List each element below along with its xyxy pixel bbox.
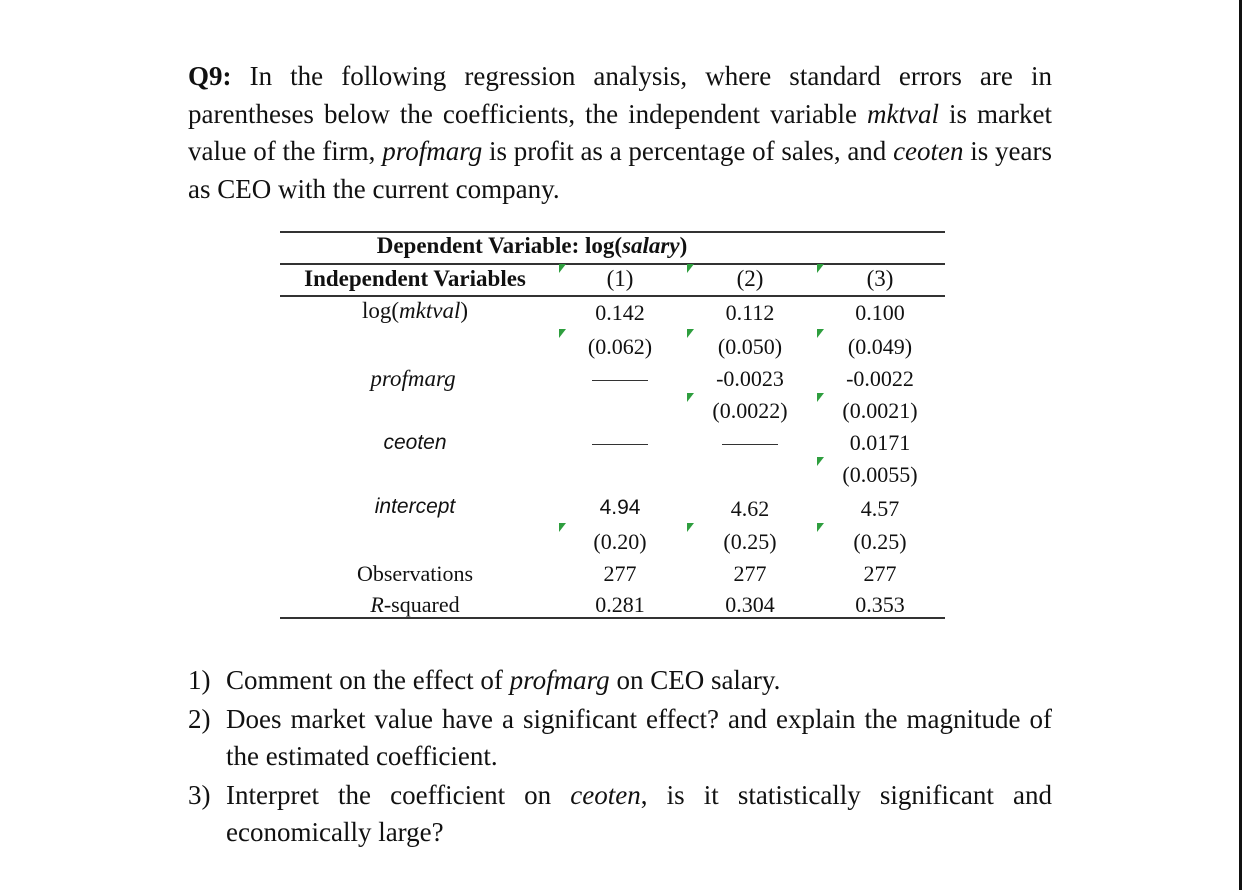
question-text-1: In the following regression analysis, where standard errors are in parentheses below the coefficients, the independent variable [188, 61, 1052, 129]
sub-question-text: Comment on the effect of [226, 665, 510, 695]
comment-marker [687, 264, 694, 273]
rsquared-3: 0.353 [855, 592, 905, 617]
se-intercept-3: (0.25) [853, 529, 907, 554]
row-label-intercept: intercept [374, 495, 456, 518]
empty-cell-dash [592, 444, 648, 445]
empty-cell-dash [722, 444, 778, 445]
regression-table [280, 228, 945, 620]
label-post: ) [460, 298, 469, 323]
comment-marker [817, 393, 824, 402]
column-header-3: (3) [866, 266, 894, 291]
sub-question-2 [188, 701, 1052, 775]
title-prefix: Dependent Variable: log( [376, 233, 623, 258]
independent-variables-header: Independent Variables [304, 266, 526, 291]
se-intercept-2: (0.25) [723, 529, 777, 554]
comment-marker [687, 329, 694, 338]
coef-mktval-2: 0.112 [725, 300, 775, 325]
sub-question-number: 2) [188, 704, 211, 734]
observations-3: 277 [863, 561, 897, 586]
se-mktval-2: (0.050) [717, 334, 783, 359]
question-text-2: is market value of the firm, [188, 98, 1052, 166]
row-label-ceoten: ceoten [383, 431, 447, 454]
column-header-1: (1) [606, 266, 634, 291]
question-text-3: is profit as a percentage of sales, and [482, 136, 894, 166]
rsquared-2: 0.304 [725, 592, 775, 617]
coef-intercept-2: 4.62 [730, 496, 770, 521]
coef-mktval-3: 0.100 [855, 300, 905, 325]
var-profmarg: profmarg [509, 665, 610, 695]
r-var: R [370, 592, 384, 617]
table-header-rule [280, 263, 945, 265]
table-column-rule [280, 295, 945, 297]
se-mktval-1: (0.062) [587, 334, 653, 359]
se-intercept-1: (0.20) [593, 529, 647, 554]
sub-question-text: on CEO salary. [609, 665, 781, 695]
comment-marker [687, 393, 694, 402]
coef-ceoten-3: 0.0171 [849, 430, 911, 455]
dependent-variable-title [377, 233, 688, 259]
se-profmarg-2: (0.0022) [712, 398, 788, 423]
coef-profmarg-3: -0.0022 [846, 366, 914, 391]
sub-question-number: 3) [188, 780, 211, 810]
var-ceoten: ceoten [893, 136, 964, 166]
var-profmarg: profmarg [382, 136, 483, 166]
comment-marker [817, 457, 824, 466]
row-label-log-mktval [362, 298, 468, 324]
title-suffix: ) [679, 233, 688, 258]
rsquared-1: 0.281 [595, 592, 645, 617]
row-label-observations: Observations [356, 561, 474, 586]
title-var: salary [622, 233, 680, 258]
se-profmarg-3: (0.0021) [842, 398, 918, 423]
se-mktval-3: (0.049) [847, 334, 913, 359]
comment-marker [817, 264, 824, 273]
coef-mktval-1: 0.142 [595, 300, 645, 325]
sub-question-1 [188, 662, 1052, 699]
row-label-profmarg: profmarg [370, 366, 456, 391]
label-var: mktval [399, 298, 461, 323]
comment-marker [559, 264, 566, 273]
sub-question-text: Does market value have a significant effect? and explain the magnitude of the estimated coefficient. [226, 704, 1052, 771]
comment-marker [817, 523, 824, 532]
sub-question-number: 1) [188, 665, 211, 695]
coef-intercept-3: 4.57 [860, 496, 900, 521]
coef-intercept-1: 4.94 [599, 496, 641, 519]
r-rest: -squared [383, 592, 460, 617]
comment-marker [559, 523, 566, 532]
row-label-r-squared [370, 592, 459, 618]
coef-profmarg-2: -0.0023 [716, 366, 784, 391]
sub-question-text: , is it statistically significant and economically large? [226, 780, 1052, 847]
column-header-2: (2) [736, 266, 764, 291]
observations-2: 277 [733, 561, 767, 586]
comment-marker [687, 523, 694, 532]
empty-cell-dash [592, 380, 648, 381]
var-mktval: mktval [867, 98, 939, 129]
question-text-4: is years as CEO with the current company. [188, 136, 1052, 204]
sub-question-3 [188, 777, 1052, 851]
comment-marker [559, 329, 566, 338]
se-ceoten-3: (0.0055) [842, 462, 918, 487]
question-paragraph [188, 58, 1052, 208]
sub-question-list [188, 662, 1052, 851]
var-ceoten: ceoten [570, 780, 641, 810]
observations-1: 277 [603, 561, 637, 586]
comment-marker [817, 329, 824, 338]
label-pre: log( [361, 298, 400, 323]
question-label: Q9: [188, 61, 232, 91]
sub-question-text: Interpret the coefficient on [226, 780, 571, 810]
